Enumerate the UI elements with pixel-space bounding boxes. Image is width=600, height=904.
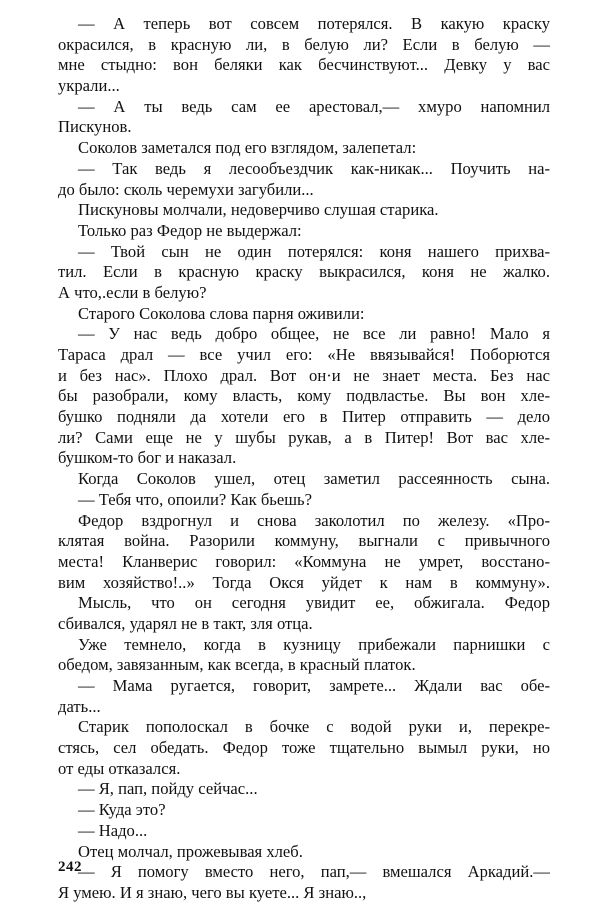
text-line: Старик пополоскал в бочке с водой руки и, перекре-: [78, 717, 550, 737]
text-line: вим хозяйство!..» Тогда Окся уйдет к нам в коммуну».: [58, 572, 550, 592]
text-line: и без нас». Плохо драл. Вот он·и не знает места. Без нас: [58, 365, 550, 385]
text-line: Я умею. И я знаю, чего вы куете... Я знаю..,: [58, 882, 367, 902]
text-line: мне стыдно: вон беляки как бесчинствуют... Девку у вас: [58, 55, 550, 75]
text-line: Соколов заметался под его взглядом, залепетал:: [78, 138, 417, 158]
text-line: клятая война. Разорили коммуну, выгнали с привычного: [58, 531, 550, 551]
text-line: стясь, сел обедать. Федор тоже тщательно вымыл руки, но: [58, 738, 550, 758]
text-line: Федор вздрогнул и снова заколотил по железу. «Про-: [78, 510, 550, 530]
text-line: Отец молчал, прожевывая хлеб.: [78, 841, 303, 861]
text-line: тил. Если в красную краску выкрасился, коня не жалко.: [58, 262, 550, 282]
text-line: — Тебя что, опоили? Как бьешь?: [78, 489, 312, 509]
text-line: Пискуновы молчали, недоверчиво слушая старика.: [78, 200, 439, 220]
text-line: — Мама ругается, говорит, замрете... Ждали вас обе-: [78, 676, 550, 695]
body-text: [58, 14, 550, 904]
text-line: ли? Сами еще не у шубы рукав, а в Питер! Вот вас хле-: [58, 427, 550, 447]
text-line: места! Кланверис говорил: «Коммуна не умрет, восстано-: [58, 551, 550, 571]
text-line: сбивался, ударял не в такт, зля отца.: [58, 613, 313, 633]
text-line: обедом, завязанным, как всегда, в красный платок.: [58, 655, 416, 675]
text-line: — Я помогу вместо него, пап,— вмешался Аркадий.—: [78, 862, 550, 882]
text-line: — Я, пап, пойду сейчас...: [78, 779, 258, 799]
text-line: Когда Соколов ушел, отец заметил рассеянность сына.: [78, 469, 550, 489]
text-line: Тараса драл — все учил его: «Не ввязывайся! Поборются: [58, 345, 550, 364]
text-line: — Куда это?: [78, 800, 166, 820]
text-line: — Надо...: [78, 820, 148, 840]
text-line: А что,.если в белую?: [58, 282, 207, 302]
text-line: Пискунов.: [58, 117, 132, 137]
text-line: — А ты ведь сам ее арестовал,— хмуро напомнил: [78, 96, 550, 116]
text-line: Старого Соколова слова парня оживили:: [78, 303, 365, 323]
text-line: от еды отказался.: [58, 758, 181, 778]
text-line: окрасился, в красную ли, в белую ли? Если в белую —: [58, 34, 550, 54]
page-number: 242: [58, 859, 82, 875]
text-line: — У нас ведь добро общее, не все ли равно! Мало я: [78, 324, 550, 344]
text-line: — Так ведь я лесообъездчик как-никак... Поучить на-: [78, 158, 550, 178]
text-line: Мысль, что он сегодня увидит ее, обжигала. Федор: [78, 593, 550, 613]
text-line: дать...: [58, 696, 101, 716]
text-line: — Твой сын не один потерялся: коня нашего прихва-: [78, 241, 550, 261]
text-line: — А теперь вот совсем потерялся. В какую краску: [78, 14, 550, 33]
text-line: бушком-то бог и наказал.: [58, 448, 237, 468]
text-line: Только раз Федор не выдержал:: [78, 220, 302, 240]
text-line: до было: сколь черемухи загубили...: [58, 179, 314, 199]
text-line: бы разобрали, кому власть, кому подвластье. Вы вон хле-: [58, 386, 550, 406]
text-line: украли...: [58, 76, 120, 96]
text-line: бушко подняли да хотели его в Питер отправить — дело: [58, 407, 550, 427]
text-line: Уже темнело, когда в кузницу прибежали парнишки с: [78, 634, 550, 654]
